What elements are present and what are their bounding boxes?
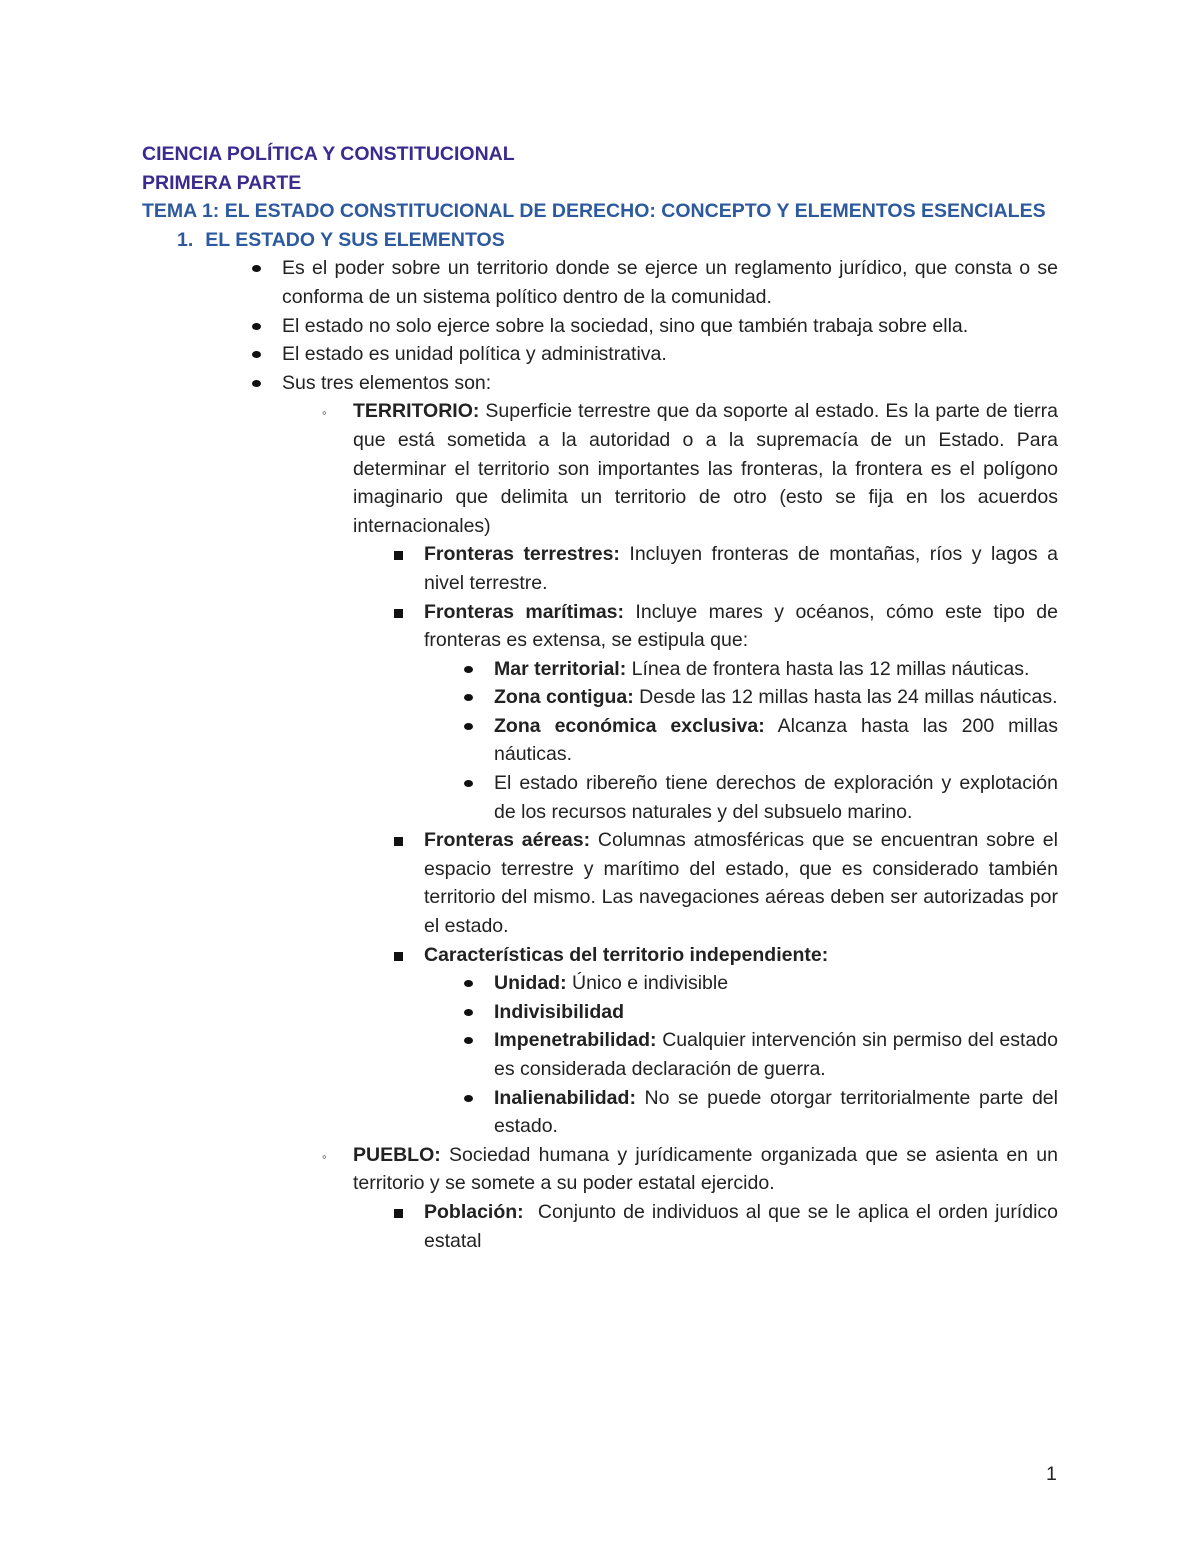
list-item-fronteras-maritimas [424,598,1058,655]
bullet-dot-icon [252,351,261,358]
list-item-fronteras-terrestres [424,540,1058,597]
item-text: Único e indivisible [566,972,729,995]
item-label: TERRITORIO: [353,400,480,423]
item-label: PUEBLO: [353,1143,441,1166]
item-label: Fronteras marítimas: [424,600,624,623]
item-text: El estado es unidad política y administrativa. [282,343,667,366]
item-label: Indivisibilidad [494,1000,625,1023]
bullet-dot-icon [464,1037,473,1044]
item-text: Cualquier intervención sin permiso del estado es considerada declaración de guerra. [494,1029,1058,1080]
list-item-poblacion [424,1198,1064,1255]
topic-heading: TEMA 1: EL ESTADO CONSTITUCIONAL DE DERECHO: CONCEPTO Y ELEMENTOS ESENCIALES [142,200,1046,223]
list-item-inalienabilidad [494,1084,1058,1141]
item-text: El estado ribereño tiene derechos de exploración y explotación de los recursos naturales y del subsuelo marino. [494,772,1058,823]
bullet-square-icon [394,837,403,846]
list-item-impenetrabilidad [494,1026,1058,1083]
section-title: EL ESTADO Y SUS ELEMENTOS [205,228,505,251]
bullet-dot-icon [252,265,261,272]
bullet-dot-icon [464,694,473,701]
list-item-territorio [322,397,1058,540]
item-text: El estado no solo ejerce sobre la sociedad, sino que también trabaja sobre ella. [282,314,969,337]
item-text: Incluye mares y océanos, cómo este tipo de fronteras es extensa, se estipula que: [424,600,1058,652]
list-item-indivisibilidad [494,998,1058,1027]
item-text: Incluyen fronteras de montañas, ríos y lagos a nivel terrestre. [424,543,1058,594]
bullet-dot-icon [252,380,261,387]
bullet-square-icon [394,609,403,618]
list-item [282,369,1058,398]
bullet-dot-icon [464,1095,473,1102]
list-item-mar-territorial [494,655,1058,684]
bullet-dot-icon [464,1009,473,1016]
item-label: Inalienabilidad: [494,1086,636,1109]
section-heading [177,226,1058,255]
item-label: Impenetrabilidad: [494,1029,657,1052]
list-item-fronteras-aereas [424,826,1058,940]
list-item-caracteristicas [424,941,1058,970]
list-item-estado-ribereno [494,769,1058,826]
item-text: Es el poder sobre un territorio donde se ejerce un reglamento jurídico, que consta o se conforma de un sistema político dentro de la comunidad. [282,257,1058,308]
list-item-zona-contigua [494,683,1058,712]
list-item-unidad [494,969,1058,998]
item-label: Características del territorio independiente: [424,943,829,966]
page-number: 1 [1046,1463,1057,1485]
item-label: Población: [424,1200,524,1223]
section-number: 1. [177,228,194,251]
part-heading: PRIMERA PARTE [142,171,302,194]
item-text: Desde las 12 millas hasta las 24 millas náuticas. [633,686,1058,709]
item-text: Sus tres elementos son: [282,371,492,394]
item-label: Unidad: [494,972,567,995]
bullet-square-icon [394,551,403,560]
bullet-square-icon [394,1209,403,1218]
item-text: Conjunto de individuos al que se le aplica el orden jurídico estatal [424,1200,1064,1252]
document-body [142,140,1064,1255]
item-text: Sociedad humana y jurídicamente organizada que se asienta en un territorio y se somete a su poder estatal ejercido. [353,1143,1058,1195]
bullet-dot-icon [464,723,473,730]
bullet-square-icon [394,952,403,961]
item-text: Alcanza hasta las 200 millas náuticas. [494,714,1058,766]
document-title: CIENCIA POLÍTICA Y CONSTITUCIONAL [142,143,515,165]
item-label: Fronteras aéreas: [424,829,591,852]
bullet-circle-icon: ◦ [322,405,327,421]
list-item-pueblo [322,1141,1058,1198]
bullet-dot-icon [252,323,261,330]
item-label: Mar territorial: [494,657,627,680]
bullet-circle-icon: ◦ [322,1148,327,1164]
item-label: Zona contigua: [494,686,634,709]
bullet-dot-icon [464,780,473,787]
bullet-dot-icon [464,666,473,673]
item-label: Fronteras terrestres: [424,543,620,566]
list-item [282,254,1058,311]
item-text: Línea de frontera hasta las 12 millas náuticas. [626,657,1030,680]
list-item [282,340,1058,369]
list-item [282,312,1058,341]
item-text: Superficie terrestre que da soporte al estado. Es la parte de tierra que está sometida a la autoridad o a la supremacía de un Estado. Para determinar el territorio son importantes las fronteras, la frontera es el polígono imaginario que delimita un territorio de otro (esto se fija en los acuerdos internacionales) [353,400,1058,537]
item-text: No se puede otorgar territorialmente parte del estado. [494,1086,1058,1138]
item-text: Columnas atmosféricas que se encuentran sobre el espacio terrestre y marítimo del estado, que es considerado también territorio del mismo. Las navegaciones aéreas deben ser autorizadas por el estado. [424,829,1058,938]
item-label: Zona económica exclusiva: [494,714,765,737]
list-item-zona-economica [494,712,1058,769]
bullet-dot-icon [464,980,473,987]
